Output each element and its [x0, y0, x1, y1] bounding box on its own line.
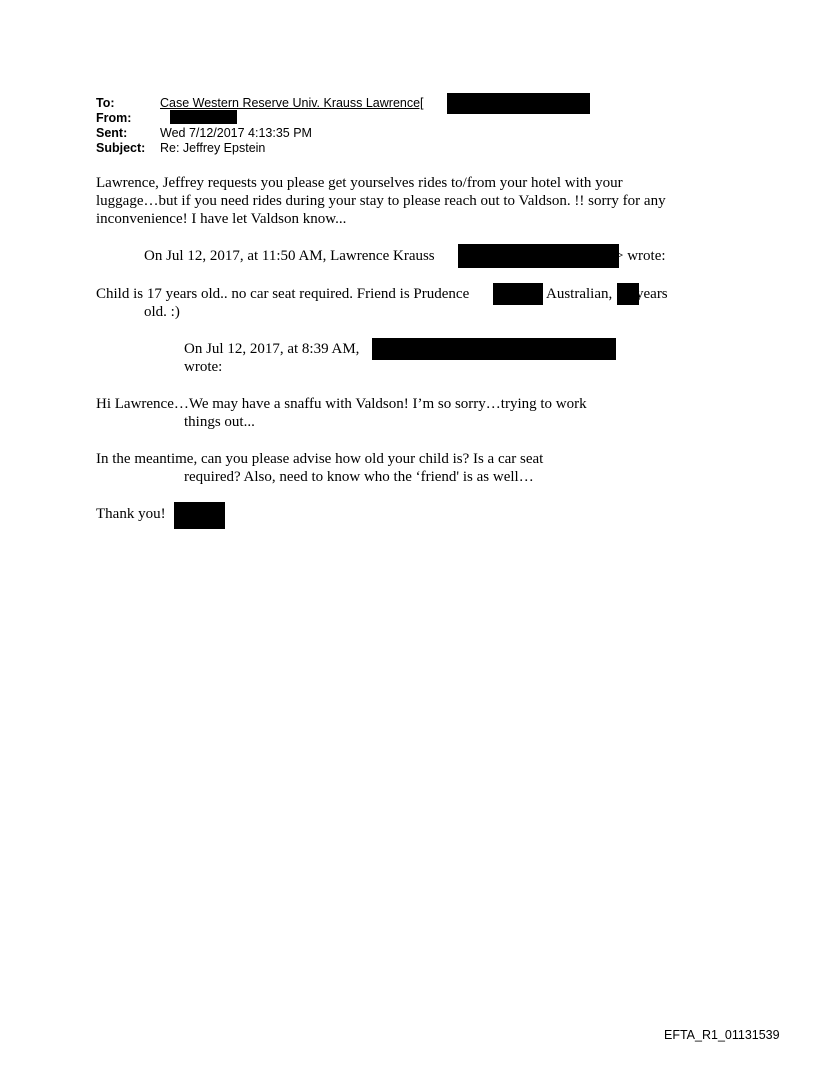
quote2-p2-line-2: required? Also, need to know who the ‘friend' is as well…: [184, 469, 534, 485]
message-line-1: Lawrence, Jeffrey requests you please get yourselves rides to/from your hotel with your: [96, 175, 623, 191]
quote1-attribution-end: > wrote:: [615, 248, 666, 264]
quote2-p2-line-1: In the meantime, can you please advise how old your child is? Is a car seat: [96, 451, 544, 467]
quote1-line-2: old. :): [144, 304, 180, 320]
redacted-to-email: [447, 93, 590, 114]
quote2-attribution: On Jul 12, 2017, at 8:39 AM,: [184, 341, 360, 357]
quote2-p1-line-1: Hi Lawrence…We may have a snaffu with Valdson! I’m so sorry…trying to work: [96, 396, 587, 412]
document-id: EFTA_R1_01131539: [664, 1028, 780, 1042]
quote2-signoff: Thank you!: [96, 506, 166, 522]
quote1-line-1b: Australian,: [546, 286, 613, 302]
message-line-2: luggage…but if you need rides during your stay to please reach out to Valdson. !! sorry for any: [96, 193, 666, 209]
to-label: To:: [96, 96, 115, 110]
redacted-sender-name: [372, 338, 616, 360]
sent-value: Wed 7/12/2017 4:13:35 PM: [160, 126, 312, 140]
quote1-line-1c: years: [636, 286, 668, 302]
to-value: Case Western Reserve Univ. Krauss Lawrence[: [160, 96, 424, 110]
subject-label: Subject:: [96, 141, 146, 155]
redacted-from-value: [170, 110, 237, 124]
redacted-sender-email: [458, 244, 619, 268]
subject-value: Re: Jeffrey Epstein: [160, 141, 266, 155]
email-header: [96, 96, 616, 160]
quote2-p1-line-2: things out...: [184, 414, 255, 430]
redacted-friend-surname: [493, 283, 543, 305]
quote1-attribution: On Jul 12, 2017, at 11:50 AM, Lawrence Krauss: [144, 248, 435, 264]
message-line-3: inconvenience! I have let Valdson know...: [96, 211, 347, 227]
quote2-attribution-end: wrote:: [184, 359, 223, 375]
quote1-line-1a: Child is 17 years old.. no car seat required. Friend is Prudence: [96, 286, 470, 302]
sent-label: Sent:: [96, 126, 128, 140]
from-label: From:: [96, 111, 132, 125]
redacted-signature: [174, 502, 225, 529]
